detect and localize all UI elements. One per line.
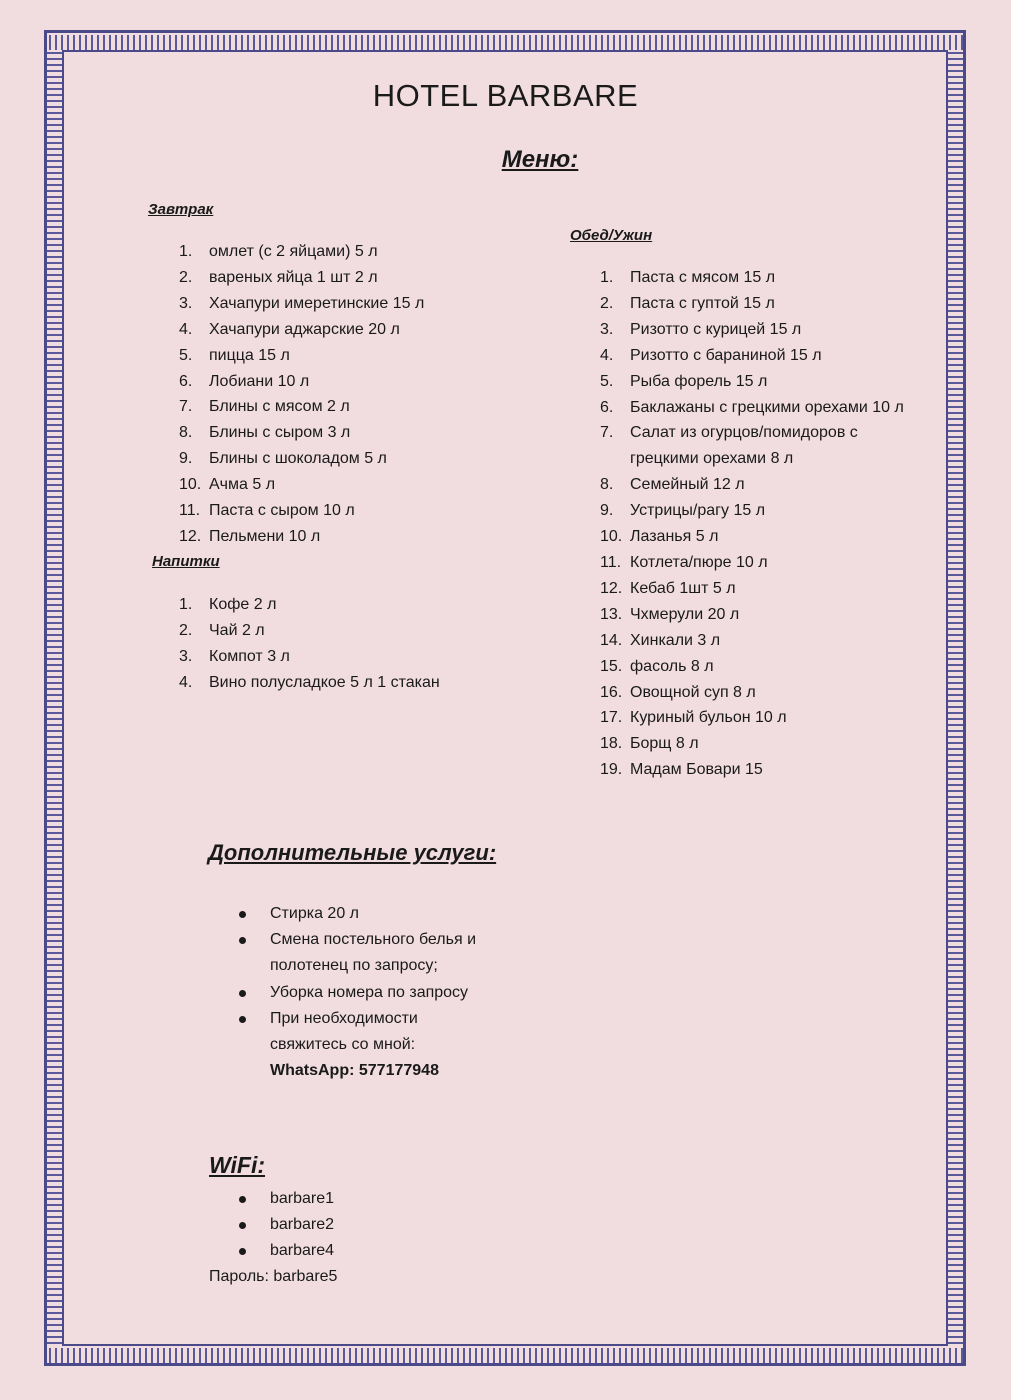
bullet-icon	[239, 1222, 246, 1229]
wifi-heading: WiFi:	[209, 1152, 265, 1178]
list-item: 9. Блины с шоколадом 5 л	[179, 450, 387, 468]
list-item: 4. Ризотто с бараниной 15 л	[600, 346, 822, 364]
bullet-icon	[239, 1016, 246, 1023]
wifi-password: Пароль: barbare5	[209, 1268, 338, 1285]
list-item: 5. Рыба форель 15 л	[600, 372, 768, 390]
list-item: 4. Хачапури аджарские 20 л	[179, 320, 400, 338]
list-item: полотенец по запросу;	[270, 957, 438, 975]
list-item: 6. Лобиани 10 л	[179, 372, 310, 390]
list-item: 17. Куриный бульон 10 л	[600, 709, 787, 727]
list-item: 9. Устрицы/рагу 15 л	[600, 502, 766, 520]
list-item: 11. Котлета/пюре 10 л	[600, 553, 768, 571]
list-item: 2. вареных яйца 1 шт 2 л	[179, 268, 378, 286]
services-heading: Дополнительные услуги:	[208, 840, 497, 865]
bullet-icon	[239, 1196, 246, 1203]
list-item: 7. Блины с мясом 2 л	[179, 398, 350, 416]
list-item: barbare1	[238, 1186, 334, 1212]
list-item: 13. Чхмерули 20 л	[600, 605, 740, 623]
list-item: Уборка номера по запросу	[238, 980, 476, 1006]
list-item: грецкими орехами 8 л	[630, 450, 794, 468]
list-item: 3. Ризотто с курицей 15 л	[600, 320, 802, 338]
list-item: barbare4	[238, 1238, 334, 1264]
menu-heading: Меню:	[501, 146, 579, 173]
list-item: 1. Кофе 2 л	[179, 596, 277, 613]
drinks-list	[179, 592, 440, 696]
list-item: 2. Чай 2 л	[179, 621, 265, 639]
list-item: 6. Баклажаны с грецкими орехами 10 л	[600, 398, 904, 416]
lunch-dinner-heading: Обед/Ужин	[570, 227, 653, 244]
list-item: 15. фасоль 8 л	[600, 657, 714, 675]
bullet-icon	[239, 990, 246, 997]
list-item: 5. пицца 15 л	[179, 346, 290, 364]
list-item: 14. Хинкали 3 л	[600, 631, 721, 649]
list-item: свяжитесь со мной:	[270, 1036, 416, 1054]
services-list	[238, 901, 476, 1084]
list-item: 10. Лазанья 5 л	[600, 528, 719, 546]
list-item: 1. Паста с мясом 15 л	[600, 269, 776, 286]
list-item: Стирка 20 л	[238, 901, 476, 927]
list-item: 3. Хачапури имеретинские 15 л	[179, 294, 425, 312]
list-item: 12. Пельмени 10 л	[179, 527, 321, 545]
list-item: 1. омлет (с 2 яйцами) 5 л	[179, 243, 378, 260]
bullet-icon	[239, 937, 246, 944]
list-item: 3. Компот 3 л	[179, 647, 290, 665]
list-item: 12. Кебаб 1шт 5 л	[600, 579, 736, 597]
wifi-networks-list	[238, 1186, 334, 1265]
list-item: Смена постельного белья и	[238, 927, 476, 953]
hotel-title: HOTEL BARBARE	[372, 78, 639, 113]
list-item: 11. Паста с сыром 10 л	[179, 502, 355, 520]
list-item: 7. Салат из огурцов/помидоров с	[600, 424, 858, 442]
breakfast-list	[179, 239, 424, 550]
breakfast-heading: Завтрак	[148, 201, 214, 218]
list-item: barbare2	[238, 1212, 334, 1238]
lunch-dinner-list	[600, 265, 904, 783]
list-item: 10. Ачма 5 л	[179, 476, 276, 494]
list-item: 19. Мадам Бовари 15	[600, 761, 763, 779]
drinks-heading: Напитки	[152, 553, 220, 570]
list-item: 4. Вино полусладкое 5 л 1 стакан	[179, 673, 440, 691]
list-item	[238, 1058, 476, 1084]
list-item: 8. Семейный 12 л	[600, 476, 745, 494]
whatsapp-contact: WhatsApp: 577177948	[270, 1062, 439, 1080]
bullet-icon	[239, 911, 246, 918]
bullet-icon	[239, 1248, 246, 1255]
list-item: 16. Овощной суп 8 л	[600, 683, 756, 701]
list-item: При необходимости	[238, 1006, 476, 1032]
list-item: 2. Паста с гуптой 15 л	[600, 294, 775, 312]
list-item: 18. Борщ 8 л	[600, 735, 699, 753]
list-item: 8. Блины с сыром 3 л	[179, 424, 351, 442]
